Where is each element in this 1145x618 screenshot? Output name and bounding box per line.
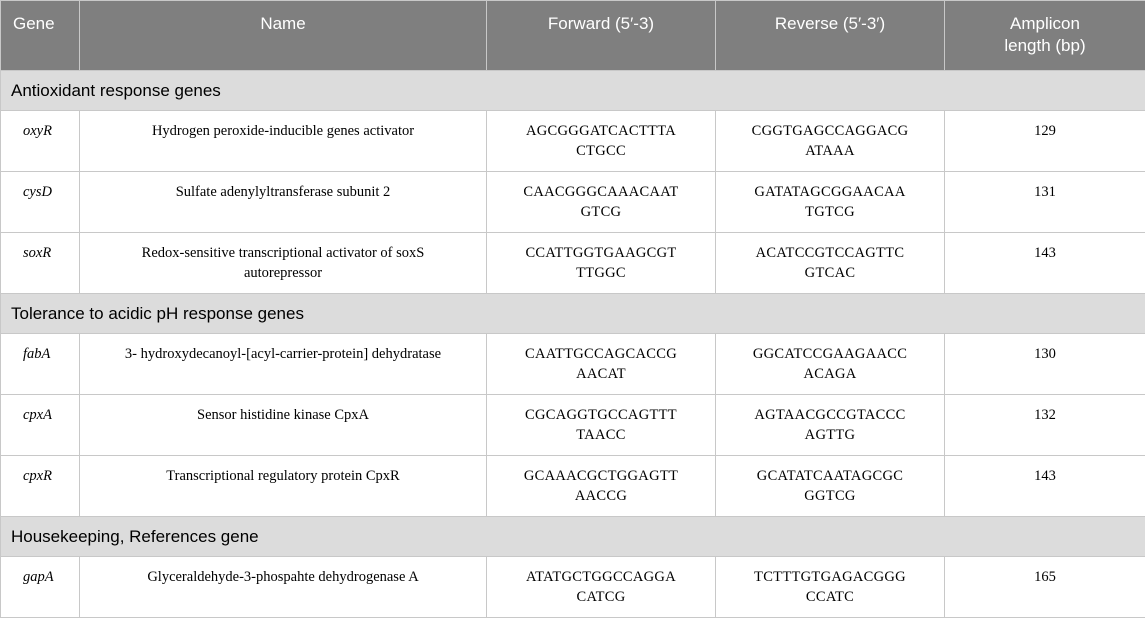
gene-cell: gapA [1, 557, 80, 618]
section-title: Tolerance to acidic pH response genes [1, 294, 1145, 334]
name-cell [80, 233, 487, 294]
section-header [1, 517, 1145, 557]
table-row [1, 233, 1145, 294]
gene-cell: oxyR [1, 111, 80, 172]
gene-cell: soxR [1, 233, 80, 294]
forward-line2: CTGCC [576, 143, 626, 159]
forward-line2: AACAT [576, 366, 626, 382]
reverse-primer-cell [716, 111, 945, 172]
gene-cell: cpxA [1, 395, 80, 456]
reverse-line1: GATATAGCGGAACAA [754, 184, 905, 200]
reverse-line2: GGTCG [804, 488, 855, 504]
column-header-forward: Forward (5′-3) [487, 1, 716, 71]
reverse-line2: ACAGA [803, 366, 856, 382]
reverse-primer-cell [716, 233, 945, 294]
forward-line2: GTCG [581, 204, 622, 220]
forward-line1: CAACGGGCAAACAAT [523, 184, 678, 200]
reverse-primer-cell [716, 334, 945, 395]
forward-line1: ATATGCTGGCCAGGA [526, 569, 676, 585]
reverse-primer-cell [716, 172, 945, 233]
forward-line2: CATCG [576, 589, 625, 605]
name-cell: 3- hydroxydecanoyl-[acyl-carrier-protein] dehydratase [80, 334, 487, 395]
forward-primer-cell [487, 334, 716, 395]
column-header-name: Name [80, 1, 487, 71]
amplicon-length-cell: 130 [945, 334, 1145, 395]
amplicon-length-cell: 143 [945, 456, 1145, 517]
forward-primer-cell [487, 233, 716, 294]
forward-line1: GCAAACGCTGGAGTT [524, 468, 678, 484]
amplicon-header-line1: Amplicon [1010, 14, 1080, 33]
reverse-line2: CCATC [806, 589, 854, 605]
gene-cell: fabA [1, 334, 80, 395]
forward-primer-cell [487, 111, 716, 172]
name-cell: Sulfate adenylyltransferase subunit 2 [80, 172, 487, 233]
reverse-line1: CGGTGAGCCAGGACG [752, 123, 909, 139]
name-cell: Hydrogen peroxide-inducible genes activator [80, 111, 487, 172]
amplicon-length-cell: 165 [945, 557, 1145, 618]
column-header-reverse: Reverse (5′-3′) [716, 1, 945, 71]
forward-line1: CCATTGGTGAAGCGT [525, 245, 676, 261]
forward-primer-cell [487, 172, 716, 233]
forward-primer-cell [487, 557, 716, 618]
reverse-line1: AGTAACGCCGTACCC [754, 407, 905, 423]
reverse-line1: GGCATCCGAAGAACC [753, 346, 907, 362]
name-cell: Glyceraldehyde-3-phospahte dehydrogenase A [80, 557, 487, 618]
column-header-gene: Gene [1, 1, 80, 71]
forward-primer-cell [487, 456, 716, 517]
amplicon-length-cell: 129 [945, 111, 1145, 172]
table-row [1, 172, 1145, 233]
forward-primer-cell [487, 395, 716, 456]
reverse-line1: ACATCCGTCCAGTTC [756, 245, 905, 261]
reverse-primer-cell [716, 456, 945, 517]
reverse-line1: TCTTTGTGAGACGGG [754, 569, 906, 585]
forward-line2: AACCG [575, 488, 627, 504]
name-line2: autorepressor [244, 265, 322, 281]
amplicon-header-line2: length (bp) [1004, 36, 1085, 55]
gene-cell: cysD [1, 172, 80, 233]
forward-line2: TAACC [576, 427, 625, 443]
section-title: Housekeeping, References gene [1, 517, 1145, 557]
forward-line1: CAATTGCCAGCACCG [525, 346, 677, 362]
name-cell: Sensor histidine kinase CpxA [80, 395, 487, 456]
amplicon-length-cell: 131 [945, 172, 1145, 233]
gene-cell: cpxR [1, 456, 80, 517]
table-row [1, 395, 1145, 456]
reverse-line2: TGTCG [805, 204, 855, 220]
table-row [1, 557, 1145, 618]
forward-line2: TTGGC [576, 265, 626, 281]
table-row [1, 334, 1145, 395]
reverse-line2: ATAAA [805, 143, 854, 159]
name-cell: Transcriptional regulatory protein CpxR [80, 456, 487, 517]
section-header [1, 294, 1145, 334]
reverse-primer-cell [716, 557, 945, 618]
column-header-amplicon [945, 1, 1145, 71]
name-line1: Redox-sensitive transcriptional activator of soxS [142, 245, 425, 261]
amplicon-length-cell: 132 [945, 395, 1145, 456]
header-row [1, 1, 1145, 71]
section-title: Antioxidant response genes [1, 71, 1145, 111]
section-header [1, 71, 1145, 111]
forward-line1: AGCGGGATCACTTTA [526, 123, 676, 139]
reverse-line2: AGTTG [805, 427, 856, 443]
reverse-primer-cell [716, 395, 945, 456]
forward-line1: CGCAGGTGCCAGTTT [525, 407, 677, 423]
reverse-line2: GTCAC [805, 265, 856, 281]
table-row [1, 111, 1145, 172]
amplicon-length-cell: 143 [945, 233, 1145, 294]
table-row [1, 456, 1145, 517]
reverse-line1: GCATATCAATAGCGC [757, 468, 903, 484]
